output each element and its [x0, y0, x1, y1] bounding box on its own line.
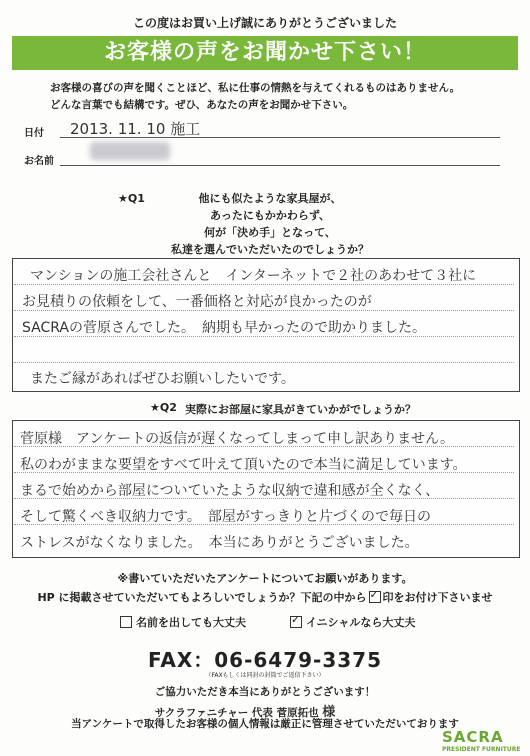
survey-banner: お客様の声をお聞かせ下さい！: [12, 36, 518, 70]
notice-line-2: [0, 589, 530, 605]
fax-note: （FAXもしくは同封の封筒でご返信下さい）: [205, 672, 325, 679]
q1-line-1: 他にも似たような家具屋が、: [198, 192, 342, 205]
date-underline: [60, 137, 500, 138]
option-initials-ok[interactable]: [290, 614, 415, 630]
footer-honorific: 様: [322, 705, 336, 720]
option-name-ok[interactable]: [120, 614, 246, 630]
q2-answer-line-4: そして驚くべき収納力です。 部屋がすっきりと片づくので毎日の: [20, 509, 432, 525]
sacra-logo: [442, 728, 526, 754]
name-redacted: [90, 142, 170, 160]
q1-rule-4: [14, 362, 514, 363]
option-initials-ok-label: イニシャルなら大丈夫: [306, 616, 416, 629]
date-value: 2013. 11. 10 施工: [70, 120, 201, 138]
q2-answer-line-3: まるで始めから部屋についていたような収納で違和感が全くなく、: [20, 483, 440, 499]
thanks-heading: この度はお買い上げ誠にありがとうございました: [132, 16, 397, 30]
notice-line-2-text: HP に掲載させていただいてもよろしいでしょうか？下記の中から: [37, 591, 367, 604]
publish-options: [0, 614, 530, 634]
q1-line-3: 何が「決め手」となって、: [204, 226, 336, 239]
q1-line-2: あったにもかかわらず、: [209, 209, 330, 222]
q1-answer-line-4: またご縁があればぜひお願いしたいです。: [30, 371, 295, 387]
q2-answer-line-1: 菅原様 アンケートの返信が遅くなってしまって申し訳ありません。: [20, 431, 454, 447]
name-label: お名前: [24, 156, 54, 167]
option-name-ok-label: 名前を出しても大丈夫: [136, 616, 246, 629]
name-underline: [60, 165, 500, 166]
q2-label: ★Q2: [150, 401, 177, 414]
notice-line-2-tail: 印をお付け下さいませ: [382, 591, 493, 604]
notice-line-1: ※書いていただいたアンケートについてお願いがあります。: [117, 572, 413, 585]
intro-line-1: お客様の喜びの声を聞くことほど、私に仕事の情熱を与えてくれるものはありません。: [50, 82, 461, 94]
checkbox-icon[interactable]: [120, 616, 132, 628]
fax-number: FAX：06-6479-3375: [147, 648, 383, 672]
footer-privacy: 当アンケートで取得したお客様の個人情報は厳正に管理させていただいております: [71, 718, 459, 730]
q1-answer-line-2: お見積りの依頼をして、一番価格と対応が良かったのが: [22, 294, 372, 310]
checkbox-checked-icon[interactable]: [290, 616, 302, 628]
q1-question: [140, 190, 400, 258]
intro-line-2: どんな言葉でも結構です。ぜひ、あなたの声をお聞かせ下さい。: [50, 99, 354, 111]
checkbox-checked-icon: [369, 591, 381, 603]
logo-name: SACRA: [442, 728, 504, 746]
q2-answer-line-2: 私のわがままな要望をすべて叶えて頂いたので本当に満足しています。: [20, 457, 467, 473]
q1-answer-line-1: マンションの施工会社さんと インターネットで２社のあわせて３社に: [30, 268, 477, 284]
q1-label: ★Q1: [118, 192, 145, 205]
q2-question: 実際にお部屋に家具がきていかがでしょうか？: [185, 403, 416, 416]
q1-line-4: 私達を選んでいただいたのでしょうか？: [171, 243, 369, 256]
q1-answer-line-3: SACRAの菅原さんでした。 納期も早かったので助かりました。: [22, 320, 426, 336]
logo-tagline: PRESIDENT FURNITURE: [442, 746, 521, 753]
footer-thanks: ご協力いただき本当にありがとうございます！: [154, 686, 376, 698]
footer-signature-text: サクラファニチャー 代表 菅原拓也: [154, 707, 319, 719]
date-label: 日付: [24, 128, 44, 139]
q2-answer-line-5: ストレスがなくなりました。 本当にありがとうございました。: [20, 535, 419, 551]
